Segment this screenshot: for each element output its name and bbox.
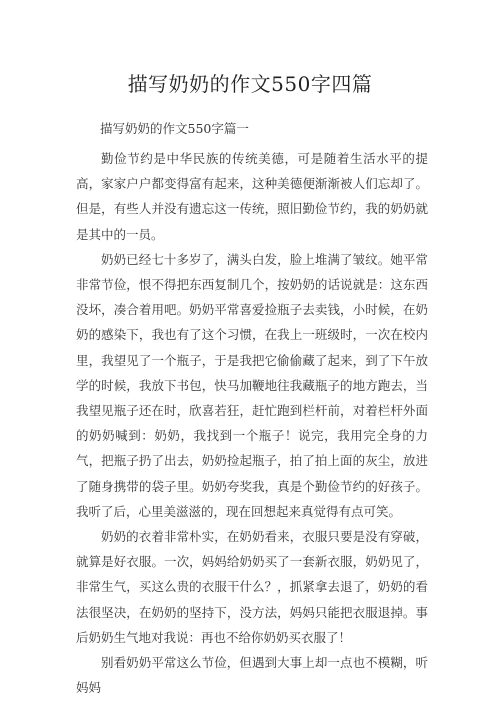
paragraph-3: 奶奶的衣着非常朴实，在奶奶看来，衣服只要是没有穿破，就算是好衣服。一次，妈妈给奶奶买了一套新衣服，奶奶见了，非常生气，买这么贵的衣服干什么？，抓紧拿去退了，奶奶的看法很坚决，在奶奶的坚持下，没方法，妈妈只能把衣服退掉。事后奶奶生气地对我说：再也不给你奶奶买衣服了！ [76, 529, 428, 645]
document-body [76, 146, 428, 700]
paragraph-2: 奶奶已经七十多岁了，满头白发，脸上堆满了皱纹。她平常非常节俭，恨不得把东西复制几个，按奶奶的话说就是：这东西没坏，凑合着用吧。奶奶平常喜爱捡瓶子去卖钱，小时候，在奶奶的感染下，我也有了这个习惯，在我上一班级时，一次在校内里，我望见了一个瓶子，于是我把它偷偷藏了起来，到了下午放学的时候，我放下书包，快马加鞭地往我藏瓶子的地方跑去，当我望见瓶子还在时，欣喜若狂，赶忙跑到栏杆前，对着栏杆外面的奶奶喊到：奶奶，我找到一个瓶子！说完，我用完全身的力气，把瓶子扔了出去，奶奶捡起瓶子，拍了拍上面的灰尘，放进了随身携带的袋子里。奶奶夸奖我，真是个勤俭节约的好孩子。我听了后，心里美滋滋的，现在回想起来真觉得有点可笑。 [76, 251, 428, 519]
document-title: 描写奶奶的作文550字四篇 [127, 72, 373, 96]
paragraph-4: 别看奶奶平常这么节俭，但遇到大事上却一点也不模糊，听妈妈 [76, 655, 428, 696]
paragraph-1: 勤俭节约是中华民族的传统美德，可是随着生活水平的提高，家家户户都变得富有起来，这种美德便渐渐被人们忘却了。但是，有些人并没有遗忘这一传统，照旧勤俭节约，我的奶奶就是其中的一员。 [76, 151, 428, 242]
section-heading: 描写奶奶的作文550字篇一 [100, 121, 249, 136]
